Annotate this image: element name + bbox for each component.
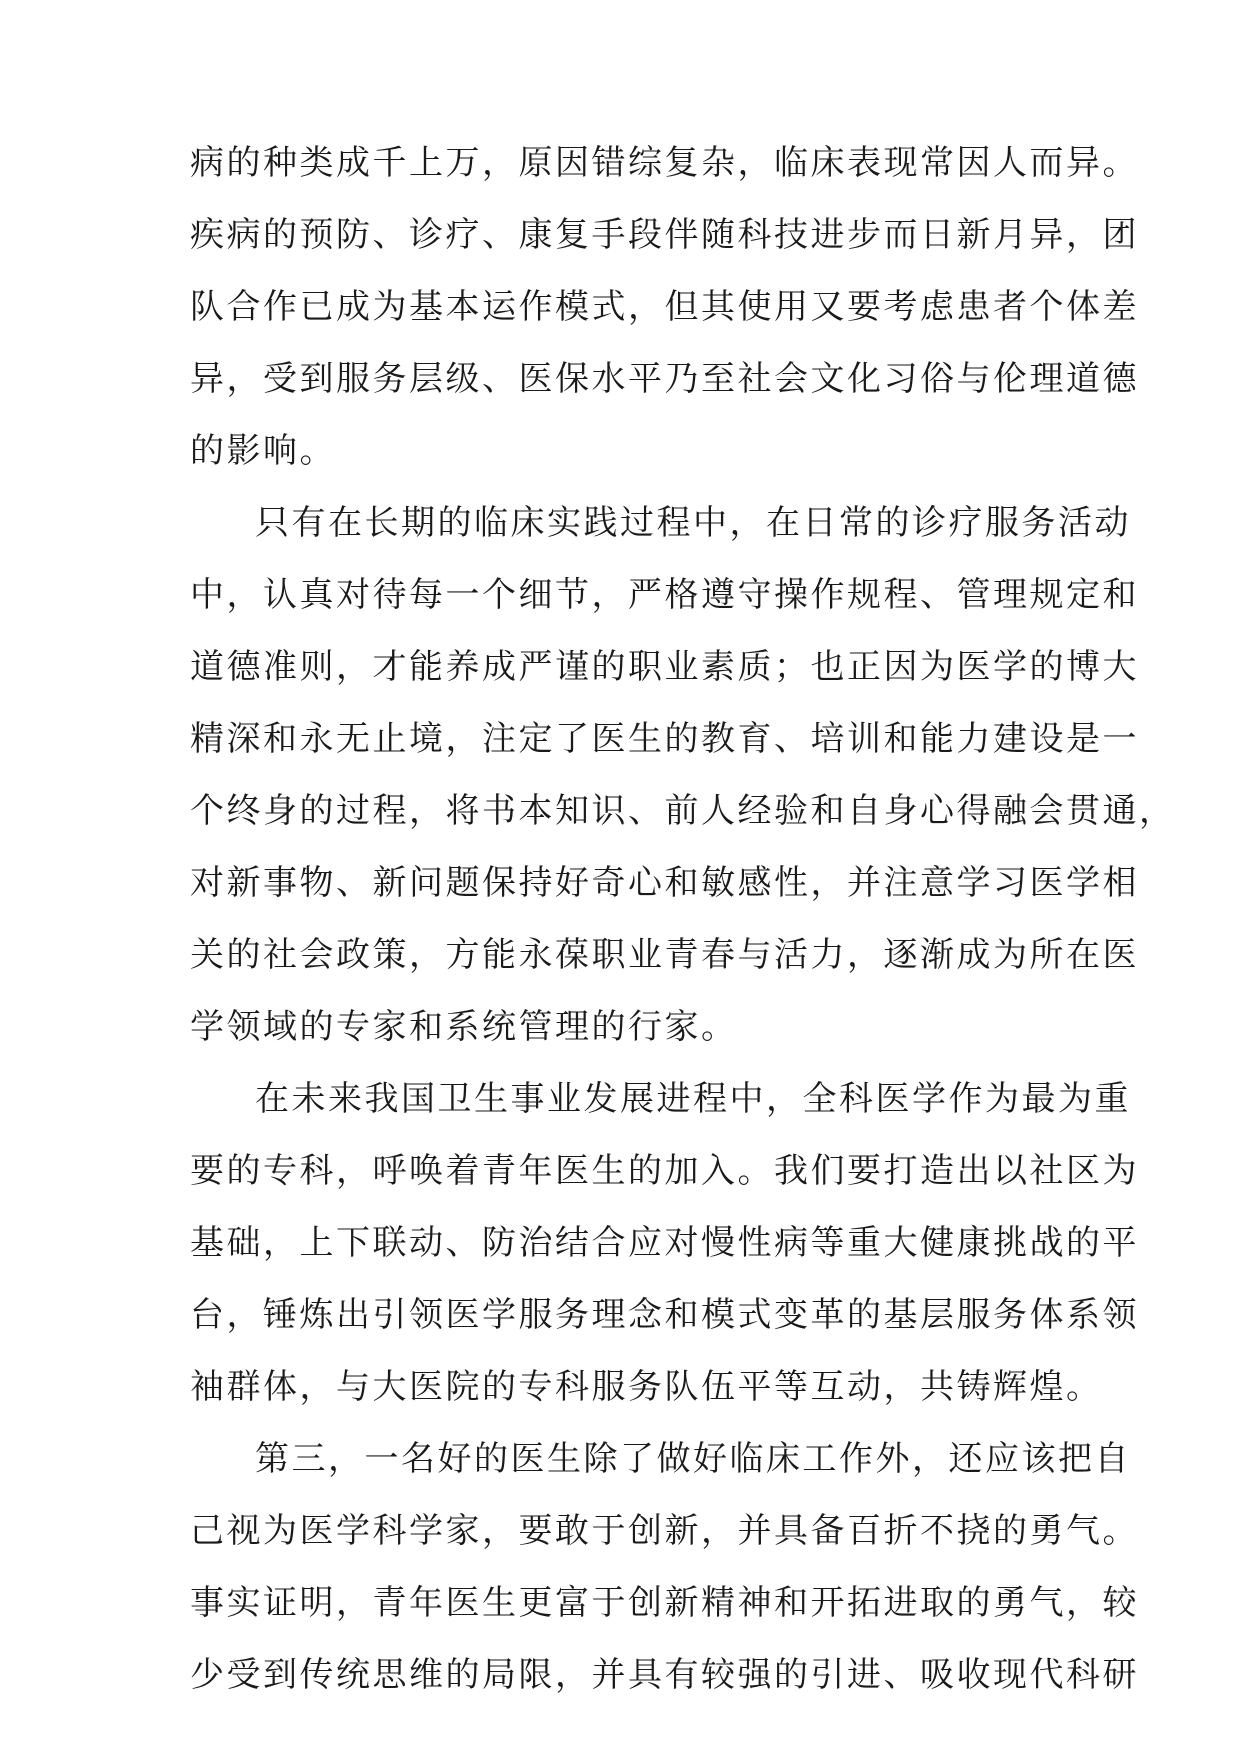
text-line: 对新事物、新问题保持好奇心和敏感性，并注意学习医学相	[190, 863, 1139, 903]
text-line: 疾病的预防、诊疗、康复手段伴随科技进步而日新月异，团	[190, 215, 1139, 255]
text-line: 己视为医学科学家，要敢于创新，并具备百折不挠的勇气。	[190, 1511, 1139, 1551]
text-line: 事实证明，青年医生更富于创新精神和开拓进取的勇气，较	[190, 1583, 1139, 1623]
text-line: 关的社会政策，方能永葆职业青春与活力，逐渐成为所在医	[190, 935, 1139, 975]
text-line: 要的专科，呼唤着青年医生的加入。我们要打造出以社区为	[190, 1151, 1139, 1191]
text-line: 学领域的专家和系统管理的行家。	[190, 1007, 738, 1047]
text-line: 异，受到服务层级、医保水平乃至社会文化习俗与伦理道德	[190, 359, 1139, 399]
text-line: 中，认真对待每一个细节，严格遵守操作规程、管理规定和	[190, 575, 1139, 615]
text-line: 队合作已成为基本运作模式，但其使用又要考虑患者个体差	[190, 287, 1139, 327]
text-line: 个终身的过程，将书本知识、前人经验和自身心得融会贯通，	[190, 791, 1176, 831]
paragraph-first-line: 第三，一名好的医生除了做好临床工作外，还应该把自	[255, 1439, 1131, 1479]
text-line: 少受到传统思维的局限，并具有较强的引进、吸收现代科研	[190, 1655, 1139, 1695]
text-line: 袖群体，与大医院的专科服务队伍平等互动，共铸辉煌。	[190, 1367, 1103, 1407]
text-line: 的影响。	[190, 431, 336, 471]
text-line: 台，锤炼出引领医学服务理念和模式变革的基层服务体系领	[190, 1295, 1139, 1335]
text-line: 病的种类成千上万，原因错综复杂，临床表现常因人而异。	[190, 143, 1139, 183]
text-line: 精深和永无止境，注定了医生的教育、培训和能力建设是一	[190, 719, 1139, 759]
text-line: 道德准则，才能养成严谨的职业素质；也正因为医学的博大	[190, 647, 1139, 687]
text-line: 基础，上下联动、防治结合应对慢性病等重大健康挑战的平	[190, 1223, 1139, 1263]
paragraph-first-line: 在未来我国卫生事业发展进程中，全科医学作为最为重	[255, 1079, 1131, 1119]
paragraph-first-line: 只有在长期的临床实践过程中，在日常的诊疗服务活动	[255, 503, 1131, 543]
